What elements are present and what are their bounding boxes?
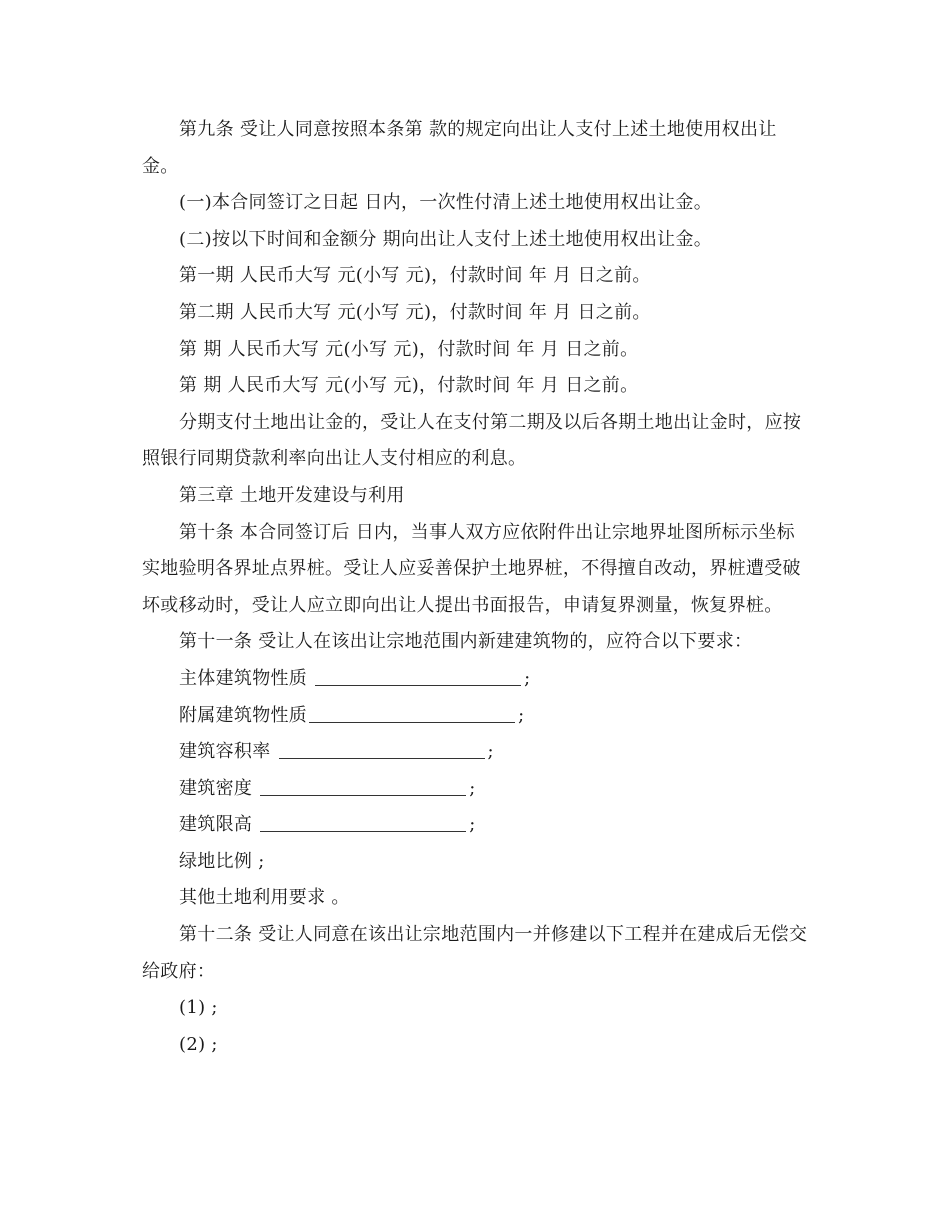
field-main-building <box>142 661 810 698</box>
field-label: 建筑容积率 <box>179 741 277 763</box>
installment-3: 第 期 人民币大写 元(小写 元)，付款时间 年 月 日之前。 <box>179 338 639 360</box>
field-label: 建筑限高 <box>179 814 259 836</box>
installment-4: 第 期 人民币大写 元(小写 元)，付款时间 年 月 日之前。 <box>179 375 639 397</box>
fill-blank-line <box>279 742 485 759</box>
green-ratio: 绿地比例 ; <box>179 850 265 872</box>
field-suffix: ; <box>487 741 494 763</box>
other-requirements: 其他土地利用要求 。 <box>179 887 350 909</box>
field-label: 附属建筑物性质 <box>179 704 308 726</box>
article-9-option-1: (一)本合同签订之日起 日内，一次性付清上述土地使用权出让金。 <box>179 192 713 214</box>
fill-blank-line <box>315 669 521 686</box>
field-suffix: ; <box>469 777 476 799</box>
list-item-1: (1) ; <box>179 997 218 1019</box>
article-12: 第十二条 受让人同意在该出让宗地范围内一并修建以下工程并在建成后无偿交给政府： <box>142 924 808 982</box>
article-9-option-2: (二)按以下时间和金额分 期向出让人支付上述土地使用权出让金。 <box>179 228 713 250</box>
article-11: 第十一条 受让人在该出让宗地范围内新建建筑物的，应符合以下要求： <box>179 631 753 653</box>
field-suffix: ; <box>524 667 531 689</box>
field-plot-ratio <box>142 734 810 771</box>
fill-blank-line <box>260 815 466 832</box>
fill-blank-line <box>260 779 466 796</box>
installment-1: 第一期 人民币大写 元(小写 元)，付款时间 年 月 日之前。 <box>179 265 651 287</box>
field-suffix: ; <box>469 814 476 836</box>
chapter-3-heading: 第三章 土地开发建设与利用 <box>179 484 405 506</box>
installment-2: 第二期 人民币大写 元(小写 元)，付款时间 年 月 日之前。 <box>179 301 651 323</box>
interest-clause: 分期支付土地出让金的，受让人在支付第二期及以后各期土地出让金时，应按照银行同期贷款利率向出让人支付相应的利息。 <box>142 411 802 470</box>
field-density <box>142 771 810 808</box>
list-item-2: (2) ; <box>179 1033 218 1055</box>
article-9: 第九条 受让人同意按照本条第 款的规定向出让人支付上述土地使用权出让金。 <box>142 119 777 177</box>
field-label: 主体建筑物性质 <box>179 667 314 689</box>
fill-blank-line <box>309 706 515 723</box>
field-label: 建筑密度 <box>179 777 259 799</box>
field-suffix: ; <box>518 704 525 726</box>
contract-body <box>142 112 810 1063</box>
article-10: 第十条 本合同签订后 日内，当事人双方应依附件出让宗地界址图所标示坐标实地验明各界址点界桩。受让人应妥善保护土地界桩，不得擅自改动，界桩遭受破坏或移动时，受让人应立即向出让人提出书面报告，申请复界测量，恢复界桩。 <box>142 521 801 616</box>
field-aux-building <box>142 698 810 735</box>
field-height-limit <box>142 807 810 844</box>
